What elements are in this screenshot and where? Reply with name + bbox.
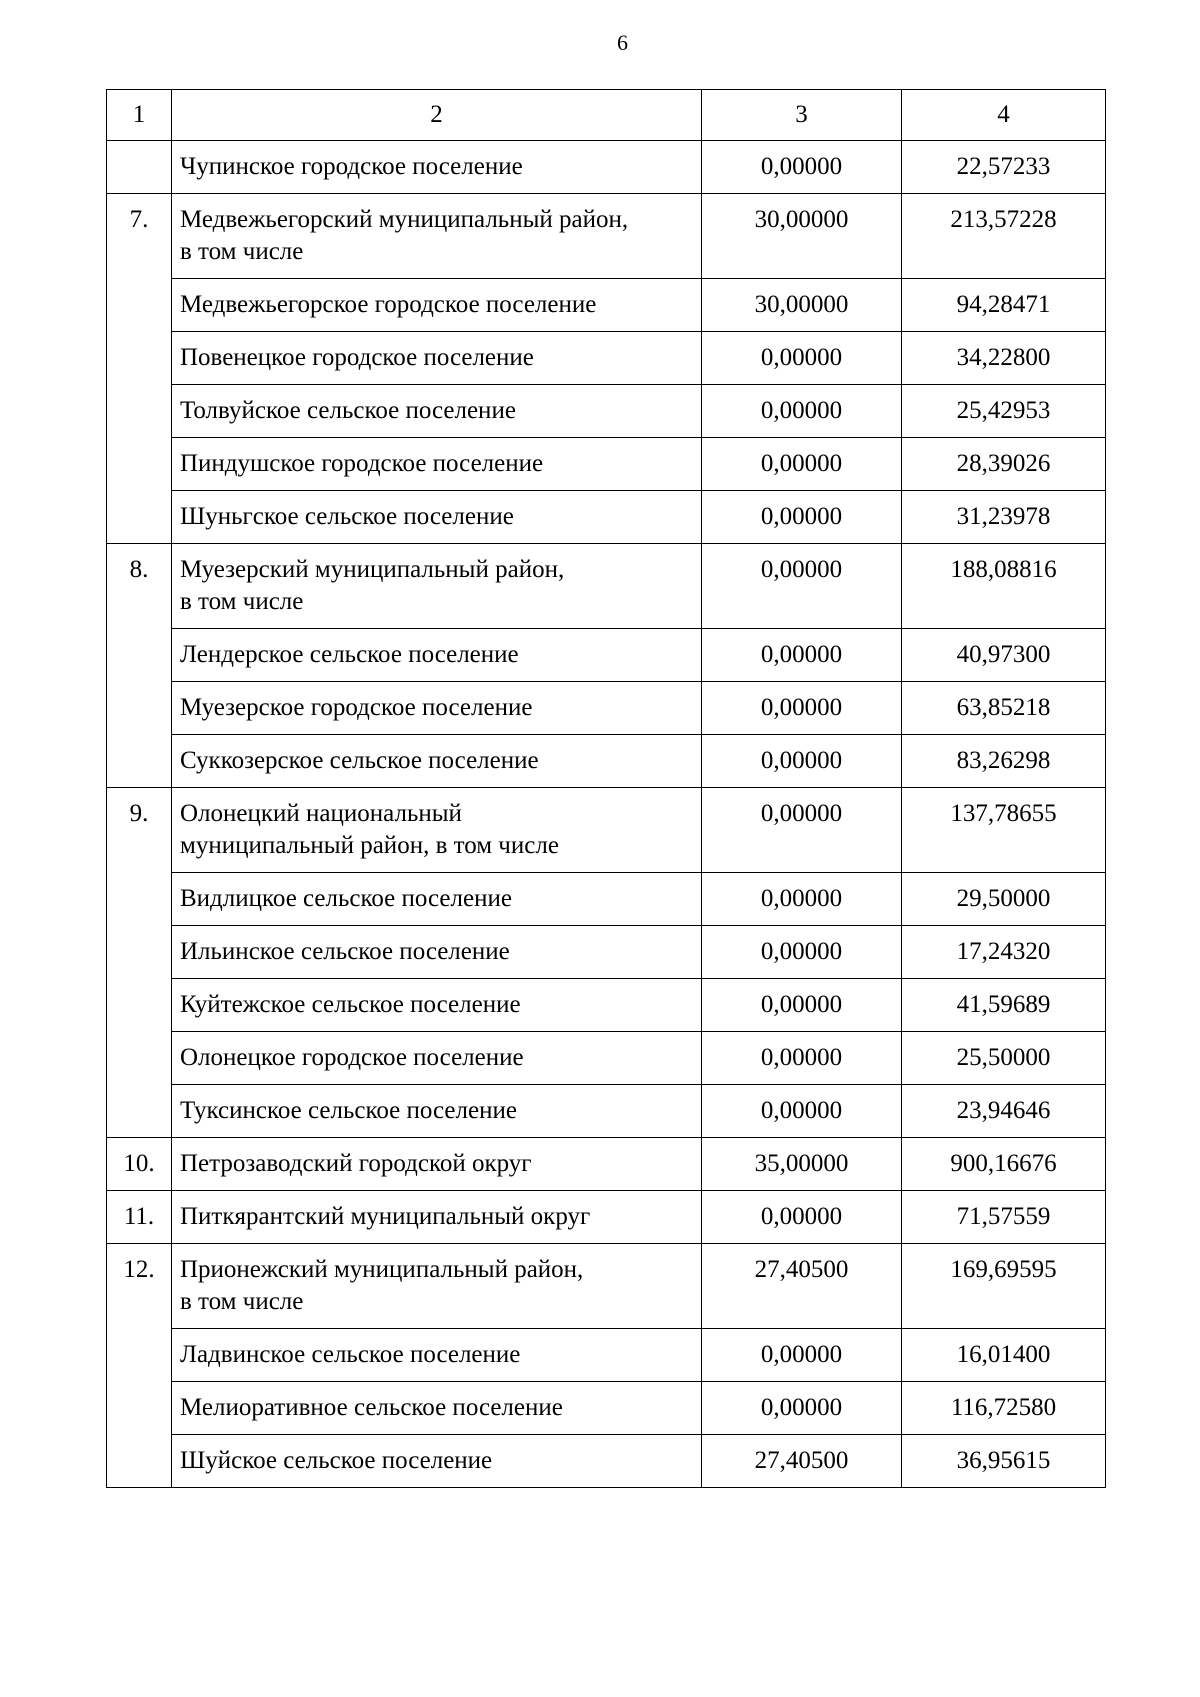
- table-row: [107, 682, 1106, 735]
- table-row: [107, 629, 1106, 682]
- row-name-cell: [172, 926, 702, 979]
- row-name-cell: [172, 735, 702, 788]
- row-col4-value: 22,57233: [902, 141, 1106, 194]
- row-col4-value: 36,95615: [902, 1435, 1106, 1488]
- row-col3-value: 30,00000: [702, 279, 902, 332]
- row-col4-value: 137,78655: [902, 788, 1106, 873]
- row-col3-value: 0,00000: [702, 735, 902, 788]
- header-cell-3: 3: [702, 90, 902, 141]
- row-col3-value: 0,00000: [702, 385, 902, 438]
- row-col4-value: 83,26298: [902, 735, 1106, 788]
- row-name-cell: [172, 1244, 702, 1329]
- table-row: [107, 1191, 1106, 1244]
- row-col3-value: 27,40500: [702, 1244, 902, 1329]
- row-col3-value: 0,00000: [702, 491, 902, 544]
- row-name-line-1: Толвуйское сельское поселение: [180, 397, 516, 424]
- row-name-line-1: Прионежский муниципальный район,: [180, 1256, 584, 1283]
- row-col3-value: 0,00000: [702, 1191, 902, 1244]
- row-name-cell: [172, 1138, 702, 1191]
- row-name-line-1: Муезерский муниципальный район,: [180, 556, 565, 583]
- row-col3-value: 0,00000: [702, 926, 902, 979]
- row-number-cell: 7.: [107, 194, 172, 544]
- table-row: [107, 926, 1106, 979]
- row-col3-value: 0,00000: [702, 332, 902, 385]
- row-col4-value: 25,42953: [902, 385, 1106, 438]
- row-name-line-1: Мелиоративное сельское поселение: [180, 1394, 563, 1421]
- table-row: [107, 1085, 1106, 1138]
- row-col4-value: 31,23978: [902, 491, 1106, 544]
- row-name-cell: [172, 788, 702, 873]
- row-col4-value: 94,28471: [902, 279, 1106, 332]
- row-name-line-1: Муезерское городское поселение: [180, 694, 533, 721]
- row-name-line-1: Олонецкое городское поселение: [180, 1044, 524, 1071]
- table-row: [107, 873, 1106, 926]
- row-col4-value: 25,50000: [902, 1032, 1106, 1085]
- row-col3-value: 0,00000: [702, 438, 902, 491]
- row-name-line-1: Ильинское сельское поселение: [180, 938, 510, 965]
- row-name-line-2: в том числе: [180, 588, 304, 615]
- row-name-line-1: Петрозаводский городской округ: [180, 1150, 532, 1177]
- row-col4-value: 29,50000: [902, 873, 1106, 926]
- table-row: [107, 1032, 1106, 1085]
- row-col3-value: 0,00000: [702, 682, 902, 735]
- row-name-line-1: Повенецкое городское поселение: [180, 344, 534, 371]
- row-number-cell: [107, 141, 172, 194]
- row-name-line-1: Медвежьегорский муниципальный район,: [180, 206, 629, 233]
- row-name-line-1: Медвежьегорское городское поселение: [180, 291, 597, 318]
- row-col4-value: 41,59689: [902, 979, 1106, 1032]
- row-name-cell: [172, 1382, 702, 1435]
- header-cell-2: 2: [172, 90, 702, 141]
- row-col4-value: 188,08816: [902, 544, 1106, 629]
- row-col3-value: 0,00000: [702, 629, 902, 682]
- row-col3-value: 0,00000: [702, 544, 902, 629]
- row-col4-value: 900,16676: [902, 1138, 1106, 1191]
- table-row: [107, 1435, 1106, 1488]
- table-row: [107, 735, 1106, 788]
- row-name-cell: [172, 279, 702, 332]
- row-name-cell: [172, 544, 702, 629]
- row-col4-value: 71,57559: [902, 1191, 1106, 1244]
- row-name-cell: [172, 979, 702, 1032]
- row-name-line-1: Шуньгское сельское поселение: [180, 503, 514, 530]
- row-number-cell: 10.: [107, 1138, 172, 1191]
- row-name-line-1: Олонецкий национальный: [180, 800, 462, 827]
- row-col3-value: 0,00000: [702, 873, 902, 926]
- row-name-line-1: Лендерское сельское поселение: [180, 641, 519, 668]
- row-col4-value: 17,24320: [902, 926, 1106, 979]
- row-name-cell: [172, 194, 702, 279]
- row-name-cell: [172, 873, 702, 926]
- row-name-line-1: Туксинское сельское поселение: [180, 1097, 517, 1124]
- row-name-cell: [172, 1191, 702, 1244]
- row-col3-value: 0,00000: [702, 1382, 902, 1435]
- page-number: 6: [617, 30, 628, 55]
- table-row: [107, 438, 1106, 491]
- table-row: [107, 1329, 1106, 1382]
- row-number-cell: 9.: [107, 788, 172, 1138]
- table-row: [107, 788, 1106, 873]
- row-col4-value: 63,85218: [902, 682, 1106, 735]
- row-col3-value: 35,00000: [702, 1138, 902, 1191]
- table-row: [107, 279, 1106, 332]
- row-name-line-1: Шуйское сельское поселение: [180, 1447, 493, 1474]
- row-name-cell: [172, 385, 702, 438]
- table-row: [107, 1244, 1106, 1329]
- row-name-cell: [172, 438, 702, 491]
- table-row: [107, 332, 1106, 385]
- row-col3-value: 0,00000: [702, 979, 902, 1032]
- table-row: [107, 1382, 1106, 1435]
- row-name-line-1: Ладвинское сельское поселение: [180, 1341, 521, 1368]
- row-name-line-2: в том числе: [180, 1288, 304, 1315]
- row-col3-value: 0,00000: [702, 788, 902, 873]
- row-col3-value: 30,00000: [702, 194, 902, 279]
- row-name-line-1: Видлицкое сельское поселение: [180, 885, 512, 912]
- table-row: [107, 1138, 1106, 1191]
- row-name-cell: [172, 332, 702, 385]
- row-col4-value: 40,97300: [902, 629, 1106, 682]
- row-name-cell: [172, 682, 702, 735]
- row-col4-value: 34,22800: [902, 332, 1106, 385]
- row-col3-value: 0,00000: [702, 1032, 902, 1085]
- row-name-cell: [172, 629, 702, 682]
- table-row: [107, 194, 1106, 279]
- row-col4-value: 16,01400: [902, 1329, 1106, 1382]
- row-col4-value: 28,39026: [902, 438, 1106, 491]
- table-row: [107, 491, 1106, 544]
- table-header-row: [107, 90, 1106, 141]
- row-col3-value: 0,00000: [702, 1085, 902, 1138]
- row-name-cell: [172, 1329, 702, 1382]
- row-col3-value: 27,40500: [702, 1435, 902, 1488]
- row-name-line-1: Куйтежское сельское поселение: [180, 991, 521, 1018]
- row-col3-value: 0,00000: [702, 1329, 902, 1382]
- table-row: [107, 385, 1106, 438]
- table-row: [107, 544, 1106, 629]
- data-table: [106, 89, 1106, 1488]
- row-number-cell: 8.: [107, 544, 172, 788]
- table-row: [107, 141, 1106, 194]
- row-name-cell: [172, 1032, 702, 1085]
- header-cell-1: 1: [107, 90, 172, 141]
- row-name-cell: [172, 491, 702, 544]
- row-col4-value: 116,72580: [902, 1382, 1106, 1435]
- row-name-line-2: в том числе: [180, 238, 304, 265]
- row-name-line-1: Питкярантский муниципальный округ: [180, 1203, 591, 1230]
- row-name-line-2: муниципальный район, в том числе: [180, 832, 559, 859]
- row-name-line-1: Чупинское городское поселение: [180, 153, 523, 180]
- row-number-cell: 11.: [107, 1191, 172, 1244]
- row-name-cell: [172, 141, 702, 194]
- row-col4-value: 213,57228: [902, 194, 1106, 279]
- row-number-cell: 12.: [107, 1244, 172, 1488]
- row-name-cell: [172, 1435, 702, 1488]
- row-name-line-1: Суккозерское сельское поселение: [180, 747, 539, 774]
- row-name-cell: [172, 1085, 702, 1138]
- header-cell-4: 4: [902, 90, 1106, 141]
- row-col4-value: 169,69595: [902, 1244, 1106, 1329]
- row-name-line-1: Пиндушское городское поселение: [180, 450, 544, 477]
- row-col4-value: 23,94646: [902, 1085, 1106, 1138]
- table-row: [107, 979, 1106, 1032]
- row-col3-value: 0,00000: [702, 141, 902, 194]
